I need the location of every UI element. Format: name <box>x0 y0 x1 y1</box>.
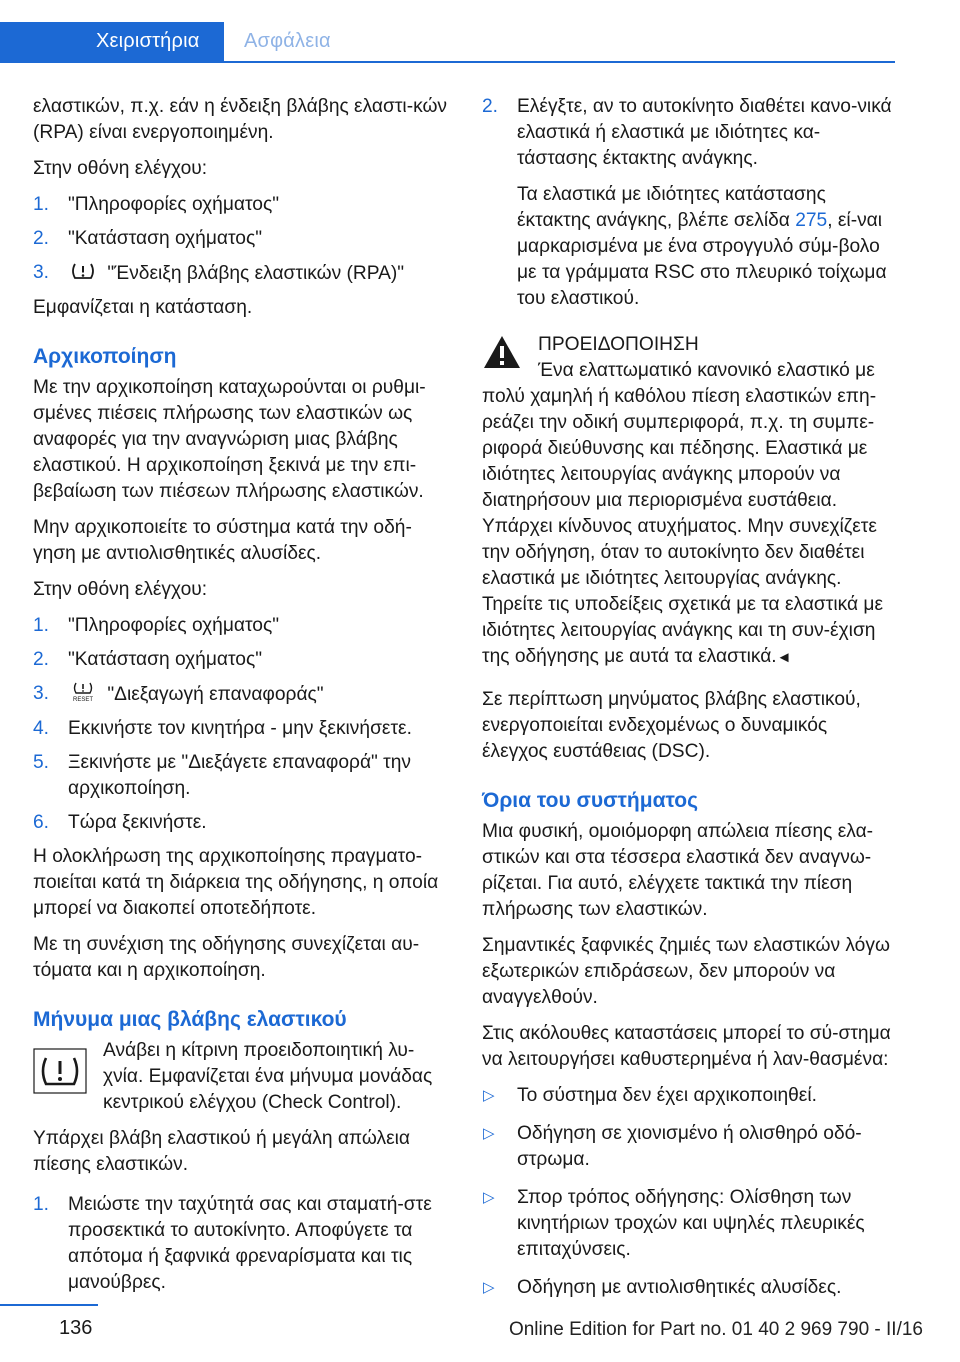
warning-text: πολύ χαμηλή ή καθόλου πίεση ελαστικών επη-ρεάζει την οδική συμπεριφορά, π.χ. τη συμπε-ριφορά διεύθυνσης και πέδησης. Ελαστικά με ιδιότητες λειτουργίας ανάγκης μπορούν να διατηρήσουν μια περιορισμένα ευστάθεια. Υπάρχει κίνδυνος ατυχήματος. Μην συνεχίζετε την οδήγηση, όταν το αυτοκίνητο δεν διαθέτει ελαστικά με ιδιότητες λειτουργίας ανάγκης. Τηρείτε τις υποδείξεις σχετικά με τα ελαστικά με ιδιότητες λειτουργίας ανάγκης και τη συν-έχιση της οδήγησης με αυτά τα ελαστικά.◄ <box>482 386 884 667</box>
list-item: 2. "Κατάσταση οχήματος" <box>33 228 263 249</box>
list-item: 5. Ξεκινήστε με "Διεξάγετε επαναφορά" την αρχικοποίηση. <box>33 752 412 799</box>
list-item: 3. RESET "Διεξαγωγή επαναφοράς" <box>33 683 324 705</box>
warning-intro <box>538 332 897 384</box>
bullet-icon: ▷ <box>483 1125 495 1142</box>
paragraph: Εμφανίζεται η κατάσταση. <box>33 297 253 318</box>
bullet-icon: ▷ <box>483 1087 495 1104</box>
paragraph: Με τη συνέχιση της οδήγησης συνεχίζεται αυ-τόματα και η αρχικοποίηση. <box>33 934 420 981</box>
end-mark: ◄ <box>776 649 792 666</box>
list-item: ▷ Σπορ τρόπος οδήγησης: Ολίσθηση των κινητήριων τροχών και υψηλές πλευρικές επιταχύνσεις. <box>483 1187 865 1260</box>
warning-title: ΠΡΟΕΙΔΟΠΟΙΗΣΗ <box>538 334 699 355</box>
tab-safety-label[interactable]: Ασφάλεια <box>244 30 331 52</box>
paragraph: Ανάβει η κίτρινη προειδοποιητική λυ-χνία. Εμφανίζεται ένα μήνυμα μονάδας κεντρικού ελέγχου (Check Control). <box>103 1040 433 1113</box>
header-divider <box>0 61 895 63</box>
list-item: ▷ Οδήγηση με αντιολισθητικές αλυσίδες. <box>482 1275 897 1301</box>
heading-system-limits: Όρια του συστήματος <box>482 789 699 812</box>
warning-box <box>482 332 897 671</box>
right-column <box>482 94 897 1313</box>
paragraph: Στην οθόνη ελέγχου: <box>33 579 208 600</box>
svg-text:RESET: RESET <box>72 697 94 703</box>
numbered-list <box>33 613 448 836</box>
list-item-subtext: Τα ελαστικά με ιδιότητες κατάστασης έκτακτης ανάγκης, βλέπε σελίδα 275, εί-ναι μαρκαρισμένα με ένα στρογγυλό σύμ-βολο με τα γράμματα RSC στο πλευρικό τοίχωμα του ελαστικού. <box>517 184 887 309</box>
paragraph: Μια φυσική, ομοιόμορφη απώλεια πίεσης ελα-στικών και στα τέσσερα ελαστικά δεν αναγνω-ρίζεται. Για αυτό, ελέγχετε τακτικά την πίεση πλήρωσης των ελαστικών. <box>482 821 874 920</box>
bullet-icon: ▷ <box>483 1279 495 1296</box>
tire-pressure-warning-icon <box>33 1048 87 1094</box>
paragraph: Με την αρχικοποίηση καταχωρούνται οι ρυθμι-σμένες πιέσεις πλήρωσης των ελαστικών ως αναφορές για την αναγνώριση μιας βλάβης ελαστικού. Η αρχικοποίηση ξεκινά με την επι-βεβαίωση των πιέσεων πλήρωσης ελαστικών. <box>33 377 426 502</box>
paragraph: Μην αρχικοποιείτε το σύστημα κατά την οδή-γηση με αντιολισθητικές αλυσίδες. <box>33 517 412 564</box>
paragraph: Στις ακόλουθες καταστάσεις μπορεί το σύ-στημα να λειτουργήσει καθυστερημένα ή λαν-θασμένα: <box>482 1023 891 1070</box>
tab-controls-label[interactable]: Χειριστήρια <box>96 30 200 52</box>
heading-initialization: Αρχικοποίηση <box>33 345 177 368</box>
warning-head <box>482 332 897 384</box>
tire-pressure-icon <box>70 260 96 282</box>
paragraph: Σημαντικές ξαφνικές ζημιές των ελαστικών λόγω εξωτερικών επιδράσεων, δεν μπορούν να αναγγελθούν. <box>482 935 890 1008</box>
list-item: 2. Ελέγξτε, αν το αυτοκίνητο διαθέτει κανο-νικά ελαστικά ή ελαστικά με ιδιότητες κα-τάστασης έκτακτης ανάγκης. <box>482 96 892 169</box>
page-link[interactable]: 275 <box>795 210 828 231</box>
list-item: 1. "Πληροφορίες οχήματος" <box>33 194 280 215</box>
list-item: 2. "Κατάσταση οχήματος" <box>33 649 263 670</box>
paragraph: Υπάρχει βλάβη ελαστικού ή μεγάλη απώλεια πίεσης ελαστικών. <box>33 1128 411 1175</box>
list-item: ▷ Το σύστημα δεν έχει αρχικοποιηθεί. <box>482 1083 897 1109</box>
warning-first-line: Ένα ελαττωματικό κανονικό ελαστικό με <box>538 360 875 381</box>
paragraph: Η ολοκλήρωση της αρχικοποίησης πραγματο-ποιείται κατά τη διάρκεια της οδήγησης, η οποία μπορεί να διακοπεί οποτεδήποτε. <box>33 846 439 919</box>
paragraph: ελαστικών, π.χ. εάν η ένδειξη βλάβης ελαστι-κών (RPA) είναι ενεργοποιημένη. <box>33 96 448 143</box>
paragraph: Σε περίπτωση μηνύματος βλάβης ελαστικού, ενεργοποιείται ενδεχομένως ο δυναμικός έλεγχος ευστάθειας (DSC). <box>482 689 861 762</box>
bullet-icon: ▷ <box>483 1189 495 1206</box>
paragraph: Στην οθόνη ελέγχου: <box>33 158 208 179</box>
left-column <box>33 94 448 1304</box>
header-tabs <box>0 0 960 62</box>
heading-tire-fault-message: Μήνυμα μιας βλάβης ελαστικού <box>33 1008 347 1031</box>
list-item: 6. Τώρα ξεκινήστε. <box>33 812 207 833</box>
list-item: 1. Μειώστε την ταχύτητά σας και σταματή-στε προσεκτικά το αυτοκίνητο. Αποφύγετε τα απότομα ή ξαφνικά φρεναρίσματα και τις μανούβρες. <box>33 1194 432 1293</box>
warning-triangle-icon <box>482 334 522 370</box>
bullet-list <box>482 1083 897 1301</box>
list-item: 1. "Πληροφορίες οχήματος" <box>33 615 280 636</box>
numbered-list <box>33 1192 448 1296</box>
edition-info: Online Edition for Part no. 01 40 2 969 790 - II/16 <box>508 1319 923 1340</box>
list-item: ▷ Οδήγηση σε χιονισμένο ή ολισθηρό οδό-στρωμα. <box>483 1123 862 1170</box>
numbered-list <box>33 192 448 287</box>
page-number: 136 <box>59 1317 93 1339</box>
list-item: 3. "Ένδειξη βλάβης ελαστικών (RPA)" <box>33 262 405 284</box>
warning-light-block <box>33 1038 448 1116</box>
reset-icon <box>70 681 96 703</box>
footer-divider <box>0 1304 98 1306</box>
list-item: 4. Εκκινήστε τον κινητήρα - μην ξεκινήσετε. <box>33 718 412 739</box>
